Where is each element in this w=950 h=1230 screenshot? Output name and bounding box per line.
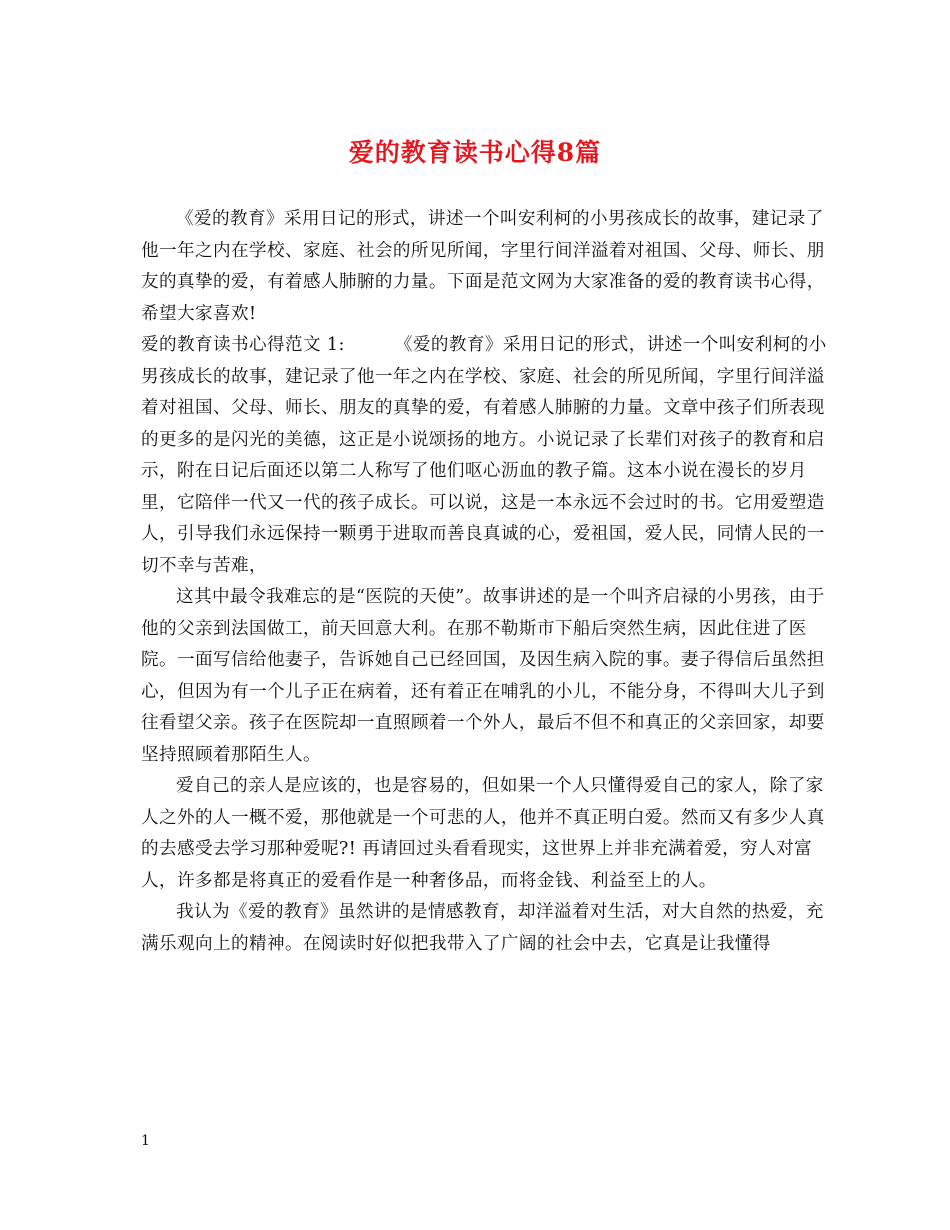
paragraph-4: 我认为《爱的教育》虽然讲的是情感教育，却洋溢着对生活，对大自然的热爱，充满乐观向上的精神。在阅读时好似把我带入了广阔的社会中去，它真是让我懂得 bbox=[141, 902, 824, 954]
paragraph-3: 爱自己的亲人是应该的，也是容易的，但如果一个人只懂得爱自己的家人，除了家人之外的人一概不爱，那他就是一个可悲的人，他并不真正明白爱。然而又有多少人真的去感受去学习那种爱呢?! 再请回过头看看现实，这世界上并非充满着爱，穷人对富人，许多都是将真正的爱看作是一种奢侈品，而将金钱、利益至上的人。 bbox=[141, 776, 825, 891]
intro-paragraph: 《爱的教育》采用日记的形式，讲述一个叫安利柯的小男孩成长的故事，建记录了他一年之内在学校、家庭、社会的所见所闻，字里行间洋溢着对祖国、父母、师长、朋友的真挚的爱，有着感人肺腑的力量。下面是范文网为大家准备的爱的教育读书心得，希望大家喜欢! bbox=[141, 209, 825, 324]
paragraph-2: 这其中最令我难忘的是“医院的天使”。故事讲述的是一个叫齐启禄的小男孩，由于他的父亲到法国做工，前天回意大利。在那不勒斯市下船后突然生病，因此住进了医院。一面写信给他妻子，告诉她自己已经回国，及因生病入院的事。妻子得信后虽然担心，但因为有一个儿子正在病着，还有着正在哺乳的小儿，不能分身，不得叫大儿子到往看望父亲。孩子在医院却一直照顾着一个外人，最后不但不和真正的父亲回家，却要坚持照顾着那陌生人。 bbox=[141, 587, 825, 765]
section-1-text: 《爱的教育》采用日记的形式，讲述一个叫安利柯的小男孩成长的故事，建记录了他一年之内在学校、家庭、社会的所见所闻，字里行间洋溢着对祖国、父母、师长、朋友的真挚的爱，有着感人肺腑的力量。文章中孩子们所表现的更多的是闪光的美德，这正是小说颂扬的地方。小说记录了长辈们对孩子的教育和启示，附在日记后面还以第二人称写了他们呕心沥血的教子篇。这本小说在漫长的岁月里，它陪伴一代又一代的孩子成长。可以说，这是一本永远不会过时的书。它用爱塑造人，引导我们永远保持一颗勇于进取而善良真诚的心，爱祖国，爱人民，同情人民的一切不幸与苦难， bbox=[141, 335, 827, 576]
document-body bbox=[141, 204, 831, 960]
section-1-heading: 爱的教育读书心得范文 1: bbox=[141, 335, 345, 355]
page-title: 爱的教育读书心得8篇 bbox=[348, 138, 602, 167]
section-1-paragraph bbox=[141, 330, 831, 582]
page-number: 1 bbox=[141, 1133, 150, 1149]
